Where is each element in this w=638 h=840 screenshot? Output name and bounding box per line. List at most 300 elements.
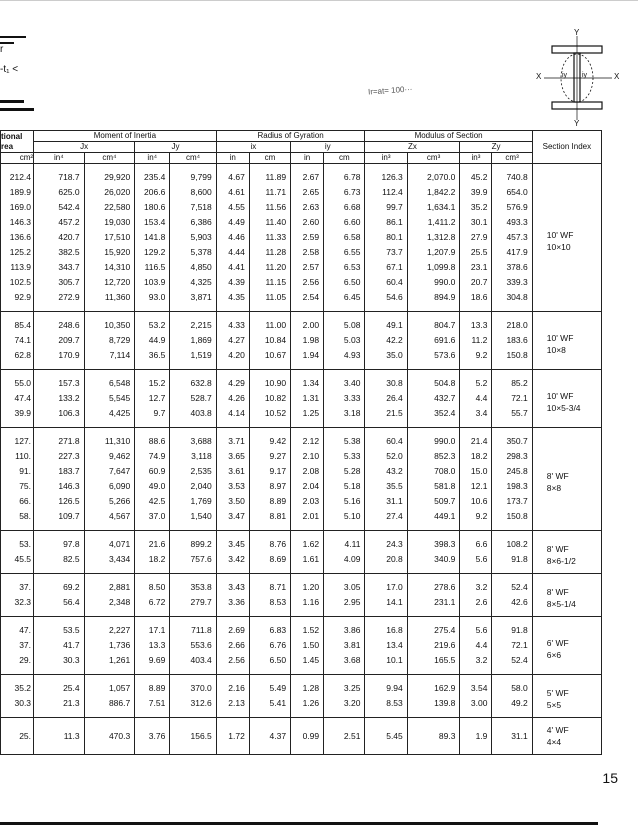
value-cell: 141.8 xyxy=(135,230,170,245)
value-cell: 339.3 xyxy=(492,275,532,290)
value-cell: 457.3 xyxy=(492,230,532,245)
area-cell: 75. xyxy=(1,479,34,494)
value-cell: 4.11 xyxy=(324,531,365,553)
value-cell: 3.54 xyxy=(460,675,492,697)
value-cell: 2.04 xyxy=(291,479,324,494)
area-cell: 37. xyxy=(1,574,34,596)
value-cell: 1.61 xyxy=(291,552,324,574)
value-cell: 53.5 xyxy=(34,617,85,639)
table-row xyxy=(1,617,602,639)
value-cell: 72.1 xyxy=(492,391,532,406)
unit-cell: cm xyxy=(249,153,290,164)
value-cell: 2.95 xyxy=(324,595,365,617)
table-body xyxy=(1,164,602,755)
value-cell: 573.6 xyxy=(407,348,460,370)
value-cell: 2,040 xyxy=(170,479,216,494)
value-cell: 1,634.1 xyxy=(407,200,460,215)
value-cell: 4.93 xyxy=(324,348,365,370)
value-cell: 804.7 xyxy=(407,312,460,334)
value-cell: 58.0 xyxy=(492,675,532,697)
value-cell: 88.6 xyxy=(135,428,170,450)
area-cell: 58. xyxy=(1,509,34,531)
value-cell: 3.25 xyxy=(324,675,365,697)
value-cell: 15,920 xyxy=(84,245,135,260)
value-cell: 30.8 xyxy=(365,370,407,392)
value-cell: 25.4 xyxy=(34,675,85,697)
value-cell: 2.10 xyxy=(291,449,324,464)
value-cell: 11.15 xyxy=(249,275,290,290)
area-cell: 29. xyxy=(1,653,34,675)
value-cell: 4.33 xyxy=(216,312,249,334)
unit-cell: in⁴ xyxy=(135,153,170,164)
value-cell: 3.40 xyxy=(324,370,365,392)
value-cell: 14.1 xyxy=(365,595,407,617)
value-cell: 3.45 xyxy=(216,531,249,553)
value-cell: 80.1 xyxy=(365,230,407,245)
area-cell: 102.5 xyxy=(1,275,34,290)
section-index-cell: 5' WF 5×5 xyxy=(532,675,601,718)
value-cell: 1.62 xyxy=(291,531,324,553)
value-cell: 3,118 xyxy=(170,449,216,464)
value-cell: 91.8 xyxy=(492,552,532,574)
value-cell: 4,071 xyxy=(84,531,135,553)
value-cell: 227.3 xyxy=(34,449,85,464)
value-cell: 420.7 xyxy=(34,230,85,245)
value-cell: 2,348 xyxy=(84,595,135,617)
table-row xyxy=(1,348,602,370)
value-cell: 4.29 xyxy=(216,370,249,392)
value-cell: 8.89 xyxy=(135,675,170,697)
value-cell: 42.2 xyxy=(365,333,407,348)
value-cell: 235.4 xyxy=(135,164,170,186)
value-cell: 112.4 xyxy=(365,185,407,200)
value-cell: 218.0 xyxy=(492,312,532,334)
area-cell: 55.0 xyxy=(1,370,34,392)
value-cell: 8,729 xyxy=(84,333,135,348)
area-cell: 66. xyxy=(1,494,34,509)
value-cell: 35.2 xyxy=(460,200,492,215)
section-index-cell: 8' WF 8×8 xyxy=(532,428,601,531)
area-cell: 125.2 xyxy=(1,245,34,260)
section-index-cell: 10' WF 10×10 xyxy=(532,164,601,312)
value-cell: 10.6 xyxy=(460,494,492,509)
value-cell: 1.31 xyxy=(291,391,324,406)
area-cell: 30.3 xyxy=(1,696,34,718)
table-row xyxy=(1,406,602,428)
value-cell: 4.14 xyxy=(216,406,249,428)
value-cell: 6.45 xyxy=(324,290,365,312)
value-cell: 8.81 xyxy=(249,509,290,531)
value-cell: 2.6 xyxy=(460,595,492,617)
value-cell: 899.2 xyxy=(170,531,216,553)
value-cell: 5.18 xyxy=(324,479,365,494)
value-cell: 3.71 xyxy=(216,428,249,450)
value-cell: 1.34 xyxy=(291,370,324,392)
value-cell: 6.83 xyxy=(249,617,290,639)
value-cell: 10.90 xyxy=(249,370,290,392)
value-cell: 504.8 xyxy=(407,370,460,392)
value-cell: 54.6 xyxy=(365,290,407,312)
table-row xyxy=(1,290,602,312)
value-cell: 398.3 xyxy=(407,531,460,553)
table-row xyxy=(1,675,602,697)
section-index-header: Section Index xyxy=(532,131,601,164)
value-cell: 457.2 xyxy=(34,215,85,230)
value-cell: 206.6 xyxy=(135,185,170,200)
handwritten-note: Ir=at= 100··· xyxy=(367,84,413,97)
value-cell: 17.0 xyxy=(365,574,407,596)
value-cell: 72.1 xyxy=(492,638,532,653)
value-cell: 150.8 xyxy=(492,348,532,370)
value-cell: 1,057 xyxy=(84,675,135,697)
value-cell: 403.8 xyxy=(170,406,216,428)
value-cell: 1.50 xyxy=(291,638,324,653)
value-cell: 219.6 xyxy=(407,638,460,653)
value-cell: 1,769 xyxy=(170,494,216,509)
value-cell: 60.4 xyxy=(365,428,407,450)
value-cell: 711.8 xyxy=(170,617,216,639)
value-cell: 103.9 xyxy=(135,275,170,290)
value-cell: 8.76 xyxy=(249,531,290,553)
value-cell: 2.08 xyxy=(291,464,324,479)
value-cell: 1.9 xyxy=(460,718,492,755)
value-cell: 278.6 xyxy=(407,574,460,596)
section-index-cell: 10' WF 10×5-3/4 xyxy=(532,370,601,428)
table-row xyxy=(1,718,602,755)
value-cell: 31.1 xyxy=(492,718,532,755)
value-cell: 129.2 xyxy=(135,245,170,260)
value-cell: 1,842.2 xyxy=(407,185,460,200)
section-index-cell: 8' WF 8×6-1/2 xyxy=(532,531,601,574)
value-cell: 5.41 xyxy=(249,696,290,718)
value-cell: 35.5 xyxy=(365,479,407,494)
value-cell: 8.97 xyxy=(249,479,290,494)
value-cell: 1,261 xyxy=(84,653,135,675)
table-row xyxy=(1,653,602,675)
value-cell: 304.8 xyxy=(492,290,532,312)
flange-line xyxy=(0,36,26,38)
value-cell: 0.99 xyxy=(291,718,324,755)
value-cell: 279.7 xyxy=(170,595,216,617)
value-cell: 6,386 xyxy=(170,215,216,230)
value-cell: 2.58 xyxy=(291,245,324,260)
value-cell: 12.7 xyxy=(135,391,170,406)
value-cell: 99.7 xyxy=(365,200,407,215)
unit-cell: in³ xyxy=(365,153,407,164)
value-cell: 3.47 xyxy=(216,509,249,531)
value-cell: 470.3 xyxy=(84,718,135,755)
area-cell: 45.5 xyxy=(1,552,34,574)
value-cell: 2.03 xyxy=(291,494,324,509)
value-cell: 52.4 xyxy=(492,574,532,596)
value-cell: 2.60 xyxy=(291,215,324,230)
value-cell: 2.51 xyxy=(324,718,365,755)
value-cell: 1,312.8 xyxy=(407,230,460,245)
value-cell: 5.6 xyxy=(460,617,492,639)
value-cell: 24.3 xyxy=(365,531,407,553)
value-cell: 165.5 xyxy=(407,653,460,675)
jy-header: Jy xyxy=(135,142,217,153)
value-cell: 6.6 xyxy=(460,531,492,553)
value-cell: 4,850 xyxy=(170,260,216,275)
value-cell: 52.4 xyxy=(492,653,532,675)
value-cell: 353.8 xyxy=(170,574,216,596)
value-cell: 5,266 xyxy=(84,494,135,509)
value-cell: 4.61 xyxy=(216,185,249,200)
unit-cell: cm² xyxy=(1,153,34,164)
value-cell: 248.6 xyxy=(34,312,85,334)
value-cell: 2.54 xyxy=(291,290,324,312)
value-cell: 2,227 xyxy=(84,617,135,639)
table-row xyxy=(1,449,602,464)
table-row xyxy=(1,230,602,245)
value-cell: 21.5 xyxy=(365,406,407,428)
ix-header: ix xyxy=(216,142,290,153)
value-cell: 6,090 xyxy=(84,479,135,494)
value-cell: 2.67 xyxy=(291,164,324,186)
table-row xyxy=(1,275,602,290)
value-cell: 126.3 xyxy=(365,164,407,186)
value-cell: 20.7 xyxy=(460,275,492,290)
value-cell: 3.53 xyxy=(216,479,249,494)
value-cell: 6.72 xyxy=(135,595,170,617)
iy-header: iy xyxy=(291,142,365,153)
unit-row xyxy=(1,153,602,164)
section-diagram xyxy=(532,30,638,130)
value-cell: 198.3 xyxy=(492,479,532,494)
value-cell: 1.25 xyxy=(291,406,324,428)
value-cell: 1,099.8 xyxy=(407,260,460,275)
value-cell: 3,688 xyxy=(170,428,216,450)
value-cell: 8.50 xyxy=(135,574,170,596)
table-row xyxy=(1,215,602,230)
table-row xyxy=(1,464,602,479)
area-cell: 189.9 xyxy=(1,185,34,200)
table-row xyxy=(1,428,602,450)
value-cell: 5.03 xyxy=(324,333,365,348)
table-row xyxy=(1,479,602,494)
value-cell: 4,325 xyxy=(170,275,216,290)
value-cell: 53.2 xyxy=(135,312,170,334)
value-cell: 8.89 xyxy=(249,494,290,509)
value-cell: 449.1 xyxy=(407,509,460,531)
value-cell: 146.3 xyxy=(34,479,85,494)
value-cell: 5.16 xyxy=(324,494,365,509)
value-cell: 625.0 xyxy=(34,185,85,200)
value-cell: 3.00 xyxy=(460,696,492,718)
value-cell: 170.9 xyxy=(34,348,85,370)
value-cell: 3.61 xyxy=(216,464,249,479)
value-cell: 370.0 xyxy=(170,675,216,697)
value-cell: 9.2 xyxy=(460,509,492,531)
value-cell: 4,567 xyxy=(84,509,135,531)
value-cell: 97.8 xyxy=(34,531,85,553)
value-cell: 6.78 xyxy=(324,164,365,186)
value-cell: 162.9 xyxy=(407,675,460,697)
area-cell: 91. xyxy=(1,464,34,479)
value-cell: 4.67 xyxy=(216,164,249,186)
value-cell: 3.2 xyxy=(460,653,492,675)
value-cell: 10.52 xyxy=(249,406,290,428)
value-cell: 18.6 xyxy=(460,290,492,312)
value-cell: 8.71 xyxy=(249,574,290,596)
value-cell: 708.0 xyxy=(407,464,460,479)
value-cell: 5.33 xyxy=(324,449,365,464)
value-cell: 6.50 xyxy=(249,653,290,675)
value-cell: 7,518 xyxy=(170,200,216,215)
value-cell: 116.5 xyxy=(135,260,170,275)
value-cell: 43.2 xyxy=(365,464,407,479)
value-cell: 55.7 xyxy=(492,406,532,428)
value-cell: 632.8 xyxy=(170,370,216,392)
value-cell: 4.41 xyxy=(216,260,249,275)
value-cell: 11.89 xyxy=(249,164,290,186)
value-cell: 3.65 xyxy=(216,449,249,464)
area-cell: 47. xyxy=(1,617,34,639)
value-cell: 4.27 xyxy=(216,333,249,348)
value-cell: 49.0 xyxy=(135,479,170,494)
value-cell: 1,411.2 xyxy=(407,215,460,230)
value-cell: 16.8 xyxy=(365,617,407,639)
value-cell: 1.45 xyxy=(291,653,324,675)
value-cell: 1,736 xyxy=(84,638,135,653)
value-cell: 4.4 xyxy=(460,391,492,406)
value-cell: 26,020 xyxy=(84,185,135,200)
y-axis-bottom-label: Y xyxy=(574,119,580,128)
value-cell: 9,799 xyxy=(170,164,216,186)
value-cell: 6.73 xyxy=(324,185,365,200)
value-cell: 153.4 xyxy=(135,215,170,230)
value-cell: 10.84 xyxy=(249,333,290,348)
value-cell: 11.2 xyxy=(460,333,492,348)
table-row xyxy=(1,164,602,186)
value-cell: 305.7 xyxy=(34,275,85,290)
value-cell: 1.20 xyxy=(291,574,324,596)
value-cell: 10.1 xyxy=(365,653,407,675)
unit-cell: in xyxy=(291,153,324,164)
area-cell: 62.8 xyxy=(1,348,34,370)
value-cell: 2,881 xyxy=(84,574,135,596)
unit-cell: cm⁴ xyxy=(170,153,216,164)
value-cell: 11.56 xyxy=(249,200,290,215)
value-cell: 86.1 xyxy=(365,215,407,230)
value-cell: 5.49 xyxy=(249,675,290,697)
value-cell: 10,350 xyxy=(84,312,135,334)
value-cell: 27.4 xyxy=(365,509,407,531)
symbol-r: r xyxy=(0,44,4,55)
value-cell: 18.2 xyxy=(135,552,170,574)
table-row xyxy=(1,552,602,574)
moment-of-inertia-header: Moment of Inertia xyxy=(34,131,217,142)
value-cell: 340.9 xyxy=(407,552,460,574)
value-cell: 91.8 xyxy=(492,617,532,639)
value-cell: 30.1 xyxy=(460,215,492,230)
value-cell: 44.9 xyxy=(135,333,170,348)
table-row xyxy=(1,595,602,617)
unit-cell: cm⁴ xyxy=(84,153,135,164)
value-cell: 7,647 xyxy=(84,464,135,479)
value-cell: 382.5 xyxy=(34,245,85,260)
value-cell: 13.3 xyxy=(135,638,170,653)
zy-header: Zy xyxy=(460,142,532,153)
value-cell: 11.28 xyxy=(249,245,290,260)
value-cell: 49.2 xyxy=(492,696,532,718)
value-cell: 6.55 xyxy=(324,245,365,260)
value-cell: 2,215 xyxy=(170,312,216,334)
radius-of-gyration-header: Radius of Gyration xyxy=(216,131,365,142)
value-cell: 11.00 xyxy=(249,312,290,334)
table-row xyxy=(1,391,602,406)
value-cell: 60.4 xyxy=(365,275,407,290)
value-cell: 350.7 xyxy=(492,428,532,450)
value-cell: 3.18 xyxy=(324,406,365,428)
value-cell: 6.50 xyxy=(324,275,365,290)
value-cell: 39.9 xyxy=(460,185,492,200)
value-cell: 73.7 xyxy=(365,245,407,260)
table-row xyxy=(1,696,602,718)
x-axis-left-label: X xyxy=(536,72,542,81)
value-cell: 990.0 xyxy=(407,428,460,450)
value-cell: 108.2 xyxy=(492,531,532,553)
value-cell: 12.1 xyxy=(460,479,492,494)
value-cell: 11.05 xyxy=(249,290,290,312)
value-cell: 9.27 xyxy=(249,449,290,464)
value-cell: 17,510 xyxy=(84,230,135,245)
value-cell: 4,425 xyxy=(84,406,135,428)
value-cell: 85.2 xyxy=(492,370,532,392)
value-cell: 21.6 xyxy=(135,531,170,553)
value-cell: 30.3 xyxy=(34,653,85,675)
value-cell: 3.05 xyxy=(324,574,365,596)
value-cell: 1.28 xyxy=(291,675,324,697)
value-cell: 1,207.9 xyxy=(407,245,460,260)
value-cell: 1,869 xyxy=(170,333,216,348)
value-cell: 11.40 xyxy=(249,215,290,230)
value-cell: 1,519 xyxy=(170,348,216,370)
dimension-symbols xyxy=(0,18,60,108)
value-cell: 432.7 xyxy=(407,391,460,406)
value-cell: 9,462 xyxy=(84,449,135,464)
value-cell: 6,548 xyxy=(84,370,135,392)
value-cell: 403.4 xyxy=(170,653,216,675)
value-cell: 8,600 xyxy=(170,185,216,200)
value-cell: 2.12 xyxy=(291,428,324,450)
value-cell: 209.7 xyxy=(34,333,85,348)
value-cell: 3.4 xyxy=(460,406,492,428)
value-cell: 6.68 xyxy=(324,200,365,215)
iy-label: iy xyxy=(562,72,568,79)
value-cell: 272.9 xyxy=(34,290,85,312)
area-cell: 92.9 xyxy=(1,290,34,312)
value-cell: 4.09 xyxy=(324,552,365,574)
area-cell: 32.3 xyxy=(1,595,34,617)
value-cell: 18.2 xyxy=(460,449,492,464)
value-cell: 5.2 xyxy=(460,370,492,392)
value-cell: 509.7 xyxy=(407,494,460,509)
value-cell: 2.56 xyxy=(216,653,249,675)
table-row xyxy=(1,312,602,334)
value-cell: 3.20 xyxy=(324,696,365,718)
value-cell: 1.26 xyxy=(291,696,324,718)
area-cell: 146.3 xyxy=(1,215,34,230)
value-cell: 10.82 xyxy=(249,391,290,406)
value-cell: 14,310 xyxy=(84,260,135,275)
x-axis-right-label: X xyxy=(614,72,620,81)
value-cell: 9.94 xyxy=(365,675,407,697)
value-cell: 1.94 xyxy=(291,348,324,370)
zx-header: Zx xyxy=(365,142,460,153)
value-cell: 2.65 xyxy=(291,185,324,200)
